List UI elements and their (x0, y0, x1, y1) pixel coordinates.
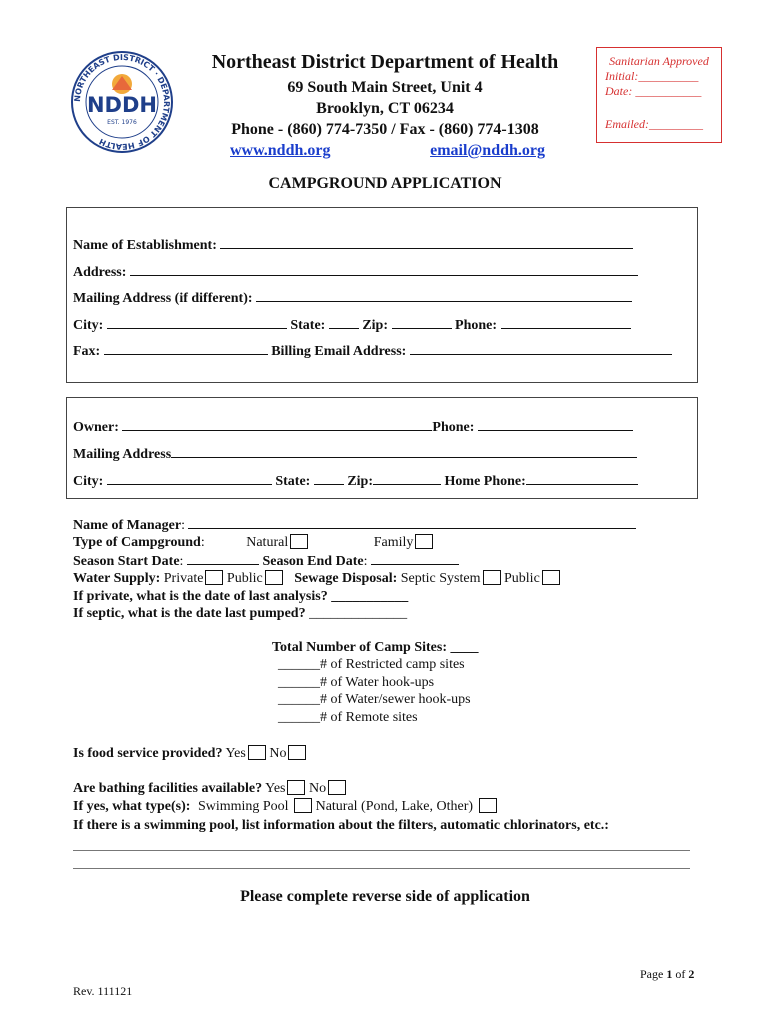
owner-city-row (73, 472, 638, 490)
pumped-question: If septic, what is the date last pumped? (73, 606, 310, 621)
season-start-label: Season Start Date (73, 554, 180, 569)
owner-label: Owner: (73, 420, 119, 435)
owner-city-field[interactable] (107, 472, 272, 485)
natural-bathing-label: Natural (Pond, Lake, Other) (315, 799, 477, 814)
city-label: City: (73, 318, 104, 333)
food-no-checkbox[interactable] (288, 745, 306, 760)
owner-zip-field[interactable] (373, 472, 441, 485)
page-current: 1 (666, 967, 673, 981)
city-field[interactable] (107, 316, 287, 329)
stamp-initial-field[interactable]: __________ (638, 69, 699, 83)
fax-field[interactable] (104, 342, 268, 355)
phone-label: Phone: (455, 318, 498, 333)
establishment-name-field[interactable] (220, 236, 633, 249)
sewage-septic-label: Septic System (400, 571, 481, 586)
stamp-emailed-field[interactable]: _________ (649, 117, 703, 131)
owner-mailing-label: Mailing Address (73, 447, 172, 462)
sewage-public-checkbox[interactable] (542, 570, 560, 585)
pool-info-line-2[interactable] (73, 867, 690, 869)
bathing-yes-label: Yes (265, 781, 286, 796)
owner-home-phone-label: Home Phone: (444, 474, 526, 489)
stamp-date-field[interactable]: ___________ (635, 84, 702, 98)
stamp-initial-label: Initial: (605, 69, 639, 83)
logo-tagline: EST. 1976 (107, 119, 137, 126)
owner-city-label: City: (73, 474, 104, 489)
water-public-checkbox[interactable] (265, 570, 283, 585)
stamp-date-label: Date: (605, 84, 636, 98)
org-title: Northeast District Department of Health (211, 51, 559, 73)
fax-label: Fax: (73, 344, 101, 359)
phone-field[interactable] (501, 316, 631, 329)
mailing-address-field[interactable] (256, 289, 632, 302)
office-use-stamp (596, 47, 722, 143)
restricted-sites[interactable]: ______# of Restricted camp sites (278, 657, 465, 672)
stamp-approved: Sanitarian Approved (609, 54, 709, 68)
food-service-row (73, 745, 306, 763)
establishment-name-label: Name of Establishment: (73, 238, 217, 253)
owner-row (73, 418, 633, 436)
pumped-field[interactable]: ______________ (309, 606, 408, 621)
sewage-septic-checkbox[interactable] (483, 570, 501, 585)
pumped-row (73, 605, 407, 623)
campground-type-row: Type of Campground: Natural Family (73, 534, 433, 552)
total-sites[interactable]: Total Number of Camp Sites: ____ (272, 640, 479, 655)
bathing-type-row (73, 798, 497, 816)
owner-mailing-field[interactable] (171, 445, 637, 458)
bathing-no-label: No (308, 781, 327, 796)
email-link[interactable]: email@nddh.org (430, 142, 545, 159)
owner-phone-label: Phone: (432, 420, 475, 435)
address-row (73, 263, 638, 281)
owner-zip-label: Zip: (347, 474, 374, 489)
city-state-row (73, 316, 631, 334)
bathing-no-checkbox[interactable] (328, 780, 346, 795)
food-no-label: No (269, 746, 287, 761)
owner-field[interactable] (122, 418, 432, 431)
bathing-row (73, 780, 346, 798)
natural-type-checkbox[interactable] (290, 534, 308, 549)
address-label: Address: (73, 265, 127, 280)
water-private-checkbox[interactable] (205, 570, 223, 585)
org-phone-fax: Phone - (860) 774-7350 / Fax - (860) 774-1308 (231, 121, 539, 138)
owner-home-phone-field[interactable] (526, 472, 638, 485)
owner-mailing-row (73, 445, 637, 463)
mailing-address-label: Mailing Address (if different): (73, 291, 253, 306)
page-of-word: of (672, 967, 689, 981)
establishment-name-row (73, 236, 633, 254)
billing-email-label: Billing Email Address: (271, 344, 407, 359)
page-word: Page (640, 967, 667, 981)
zip-field[interactable] (392, 316, 452, 329)
state-field[interactable] (329, 316, 359, 329)
season-dates-row: Season Start Date: Season End Date: (73, 552, 459, 571)
bathing-type-label: If yes, what type(s): (73, 799, 191, 814)
water-supply-label: Water Supply: (73, 571, 161, 586)
bathing-label: Are bathing facilities available? (73, 781, 263, 796)
season-end-field[interactable] (371, 552, 459, 565)
water-hookup-sites[interactable]: ______# of Water hook-ups (278, 675, 435, 690)
reverse-side-note: Please complete reverse side of application (240, 888, 530, 905)
billing-email-field[interactable] (410, 342, 672, 355)
natural-type-label: Natural (246, 535, 289, 550)
page-total: 2 (688, 967, 695, 981)
sewage-public-label: Public (504, 571, 540, 586)
state-label: State: (290, 318, 326, 333)
revision-code: Rev. 111121 (73, 984, 133, 998)
owner-phone-field[interactable] (478, 418, 633, 431)
pool-info-line-1[interactable] (73, 849, 690, 851)
org-address-line2: Brooklyn, CT 06234 (316, 100, 454, 117)
food-yes-label: Yes (225, 746, 246, 761)
manager-field[interactable] (188, 516, 636, 529)
water-sewer-sites[interactable]: ______# of Water/sewer hook-ups (278, 692, 471, 707)
family-type-label: Family (373, 535, 414, 550)
nddh-logo (70, 50, 174, 154)
mailing-address-row (73, 289, 632, 307)
food-yes-checkbox[interactable] (248, 745, 266, 760)
fax-email-row (73, 342, 672, 360)
sewage-label: Sewage Disposal: (294, 571, 398, 586)
letterhead (185, 50, 585, 161)
pool-label: Swimming Pool (197, 799, 293, 814)
family-type-checkbox[interactable] (415, 534, 433, 549)
owner-state-field[interactable] (314, 472, 344, 485)
season-end-label: Season End Date (262, 554, 364, 569)
pool-checkbox[interactable] (294, 798, 312, 813)
stamp-emailed-label: Emailed: (605, 117, 649, 131)
zip-label: Zip: (362, 318, 389, 333)
food-service-label: Is food service provided? (73, 746, 223, 761)
manager-label: Name of Manager (73, 518, 182, 533)
season-start-field[interactable] (187, 552, 259, 565)
water-sewage-row (73, 570, 560, 588)
natural-bathing-checkbox[interactable] (479, 798, 497, 813)
remote-sites[interactable]: ______# of Remote sites (278, 710, 418, 725)
logo-acronym: NDDH (86, 93, 158, 117)
water-public-label: Public (226, 571, 263, 586)
pool-info-question: If there is a swimming pool, list information about the filters, automatic chlorinators, etc.: (73, 818, 609, 833)
manager-row: Name of Manager: (73, 516, 636, 535)
form-title: CAMPGROUND APPLICATION (268, 175, 502, 192)
logo-ring-text: NORTHEAST DISTRICT · DEPARTMENT OF HEALTH (72, 52, 172, 152)
org-address-line1: 69 South Main Street, Unit 4 (287, 79, 483, 96)
campground-type-label: Type of Campground (73, 535, 201, 550)
address-field[interactable] (130, 263, 638, 276)
analysis-question[interactable]: If private, what is the date of last analysis? ___________ (73, 589, 409, 604)
water-private-label: Private (163, 571, 204, 586)
owner-state-label: State: (275, 474, 311, 489)
page-number (640, 967, 694, 982)
website-link[interactable]: www.nddh.org (230, 142, 331, 159)
bathing-yes-checkbox[interactable] (287, 780, 305, 795)
